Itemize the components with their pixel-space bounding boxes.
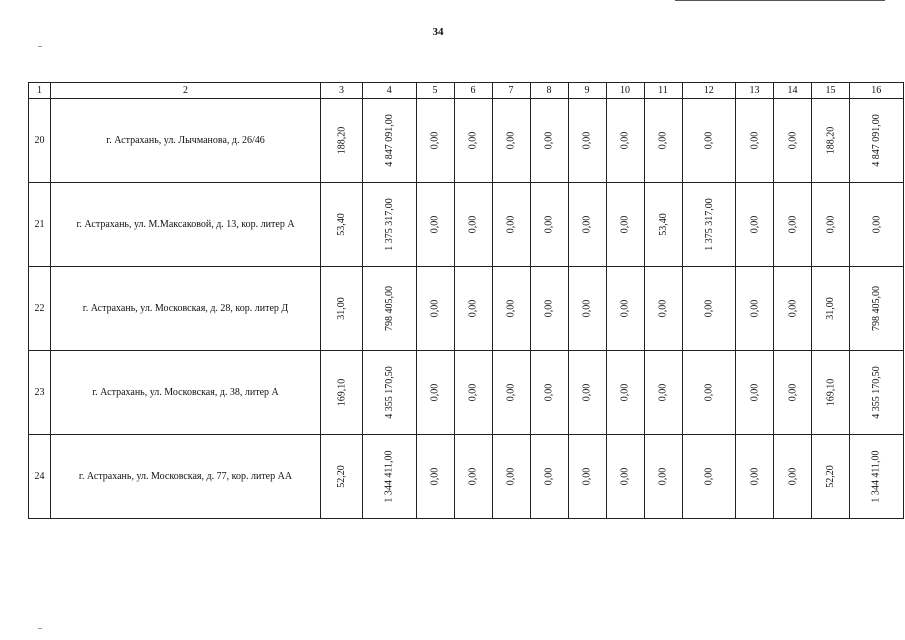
value-text: 4 355 170,50	[383, 366, 395, 419]
value-cell	[530, 99, 568, 183]
value-cell	[812, 183, 850, 267]
column-header: 5	[416, 83, 454, 99]
row-number: 24	[29, 435, 51, 519]
value-text: 0,00	[429, 299, 441, 318]
scan-speck	[38, 46, 42, 47]
value-text: 0,00	[703, 383, 715, 402]
value-cell	[530, 435, 568, 519]
value-cell	[644, 99, 682, 183]
value-text: 0,00	[505, 215, 517, 234]
value-cell	[812, 99, 850, 183]
value-cell	[644, 435, 682, 519]
value-text: 0,00	[787, 467, 798, 486]
value-cell	[363, 267, 417, 351]
value-text: 0,00	[703, 467, 715, 486]
value-text: 31,00	[336, 297, 347, 320]
value-text: 0,00	[787, 215, 798, 234]
value-text: 0,00	[787, 383, 798, 402]
table-row	[29, 183, 904, 267]
value-cell	[416, 183, 454, 267]
value-text: 0,00	[467, 467, 479, 486]
value-cell	[454, 183, 492, 267]
value-cell	[774, 267, 812, 351]
table-row	[29, 99, 904, 183]
value-text: 0,00	[429, 383, 441, 402]
value-text: 52,20	[825, 465, 836, 488]
value-cell	[606, 99, 644, 183]
value-text: 0,00	[429, 131, 441, 150]
value-text: 0,00	[657, 383, 669, 402]
column-header: 8	[530, 83, 568, 99]
value-cell	[416, 99, 454, 183]
value-text: 0,00	[467, 131, 479, 150]
value-text: 0,00	[749, 467, 760, 486]
value-cell	[568, 183, 606, 267]
value-cell	[454, 99, 492, 183]
table-row	[29, 351, 904, 435]
value-text: 0,00	[749, 299, 760, 318]
value-cell	[530, 183, 568, 267]
value-cell	[321, 99, 363, 183]
value-text: 0,00	[619, 131, 631, 150]
value-cell	[321, 351, 363, 435]
value-text: 0,00	[581, 299, 593, 318]
column-header: 2	[51, 83, 321, 99]
value-cell	[363, 99, 417, 183]
value-text: 0,00	[703, 131, 715, 150]
value-text: 0,00	[505, 467, 517, 486]
value-cell	[850, 435, 904, 519]
scan-speck	[38, 628, 42, 629]
value-cell	[321, 435, 363, 519]
address-cell: г. Астрахань, ул. Лычманова, д. 26/46	[51, 99, 321, 183]
value-text: 4 847 091,00	[383, 114, 395, 167]
column-header: 12	[682, 83, 736, 99]
value-cell	[774, 351, 812, 435]
value-cell	[850, 183, 904, 267]
column-header: 14	[774, 83, 812, 99]
value-cell	[736, 435, 774, 519]
column-header: 6	[454, 83, 492, 99]
value-cell	[850, 99, 904, 183]
value-text: 0,00	[505, 299, 517, 318]
value-text: 0,00	[429, 467, 441, 486]
register-table	[28, 82, 904, 519]
value-text: 0,00	[505, 383, 517, 402]
address-cell: г. Астрахань, ул. Московская, д. 77, кор. литер АА	[51, 435, 321, 519]
row-number: 21	[29, 183, 51, 267]
value-cell	[606, 351, 644, 435]
value-cell	[363, 351, 417, 435]
value-text: 0,00	[787, 131, 798, 150]
address-cell: г. Астрахань, ул. Московская, д. 38, литер А	[51, 351, 321, 435]
value-cell	[774, 99, 812, 183]
column-header: 16	[850, 83, 904, 99]
value-text: 1 375 317,00	[383, 198, 395, 251]
value-text: 0,00	[825, 215, 836, 234]
value-cell	[736, 99, 774, 183]
value-cell	[736, 267, 774, 351]
column-header: 11	[644, 83, 682, 99]
value-text: 0,00	[581, 467, 593, 486]
value-cell	[682, 183, 736, 267]
value-text: 4 847 091,00	[870, 114, 882, 167]
column-header: 15	[812, 83, 850, 99]
value-cell	[736, 183, 774, 267]
value-cell	[492, 351, 530, 435]
value-cell	[568, 435, 606, 519]
value-cell	[736, 351, 774, 435]
value-text: 169,10	[825, 378, 836, 407]
value-text: 0,00	[619, 383, 631, 402]
value-text: 0,00	[543, 467, 555, 486]
value-cell	[321, 267, 363, 351]
value-cell	[682, 435, 736, 519]
value-cell	[606, 267, 644, 351]
value-cell	[492, 435, 530, 519]
value-cell	[644, 183, 682, 267]
value-cell	[682, 99, 736, 183]
value-text: 798 405,00	[870, 286, 882, 331]
value-cell	[492, 183, 530, 267]
value-text: 0,00	[749, 383, 760, 402]
value-text: 0,00	[657, 299, 669, 318]
value-cell	[606, 183, 644, 267]
value-text: 0,00	[749, 215, 760, 234]
value-text: 1 344 411,00	[383, 450, 395, 503]
value-text: 0,00	[581, 215, 593, 234]
value-text: 31,00	[825, 297, 836, 320]
value-cell	[850, 351, 904, 435]
value-cell	[454, 351, 492, 435]
value-text: 4 355 170,50	[870, 366, 882, 419]
value-text: 53,40	[336, 213, 347, 236]
value-text: 0,00	[429, 215, 441, 234]
value-text: 0,00	[467, 383, 479, 402]
column-header: 4	[363, 83, 417, 99]
value-cell	[644, 351, 682, 435]
value-text: 0,00	[619, 299, 631, 318]
value-text: 0,00	[467, 299, 479, 318]
value-cell	[812, 267, 850, 351]
value-cell	[568, 267, 606, 351]
value-text: 1 344 411,00	[870, 450, 882, 503]
value-text: 0,00	[787, 299, 798, 318]
value-text: 0,00	[619, 467, 631, 486]
value-text: 188,20	[825, 126, 836, 155]
value-cell	[416, 435, 454, 519]
value-text: 0,00	[467, 215, 479, 234]
value-text: 0,00	[543, 383, 555, 402]
column-header: 9	[568, 83, 606, 99]
value-cell	[492, 99, 530, 183]
value-text: 0,00	[581, 383, 593, 402]
table-row	[29, 435, 904, 519]
column-header: 3	[321, 83, 363, 99]
value-text: 0,00	[657, 467, 669, 486]
value-cell	[774, 183, 812, 267]
value-text: 169,10	[336, 378, 347, 407]
address-cell: г. Астрахань, ул. Московская, д. 28, кор. литер Д	[51, 267, 321, 351]
page-number: 34	[432, 26, 444, 38]
value-text: 0,00	[703, 299, 715, 318]
value-cell	[568, 351, 606, 435]
value-cell	[812, 351, 850, 435]
value-text: 0,00	[543, 299, 555, 318]
value-cell	[850, 267, 904, 351]
value-cell	[416, 351, 454, 435]
value-cell	[774, 435, 812, 519]
address-cell: г. Астрахань, ул. М.Максаковой, д. 13, кор. литер А	[51, 183, 321, 267]
value-cell	[363, 435, 417, 519]
value-cell	[416, 267, 454, 351]
column-header: 10	[606, 83, 644, 99]
column-header: 1	[29, 83, 51, 99]
row-number: 20	[29, 99, 51, 183]
value-text: 188,20	[336, 126, 347, 155]
column-header: 7	[492, 83, 530, 99]
value-text: 0,00	[619, 215, 631, 234]
value-text: 0,00	[749, 131, 760, 150]
value-text: 0,00	[543, 215, 555, 234]
value-cell	[321, 183, 363, 267]
value-cell	[530, 351, 568, 435]
value-text: 0,00	[543, 131, 555, 150]
value-cell	[363, 183, 417, 267]
value-text: 0,00	[505, 131, 517, 150]
value-text: 1 375 317,00	[703, 198, 715, 251]
row-number: 22	[29, 267, 51, 351]
value-cell	[454, 435, 492, 519]
value-cell	[682, 351, 736, 435]
row-number: 23	[29, 351, 51, 435]
table-row	[29, 267, 904, 351]
header-row	[29, 83, 904, 99]
value-text: 52,20	[336, 465, 347, 488]
value-cell	[812, 435, 850, 519]
value-cell	[492, 267, 530, 351]
value-text: 798 405,00	[383, 286, 395, 331]
value-cell	[644, 267, 682, 351]
column-header: 13	[736, 83, 774, 99]
value-text: 0,00	[581, 131, 593, 150]
value-cell	[682, 267, 736, 351]
value-cell	[530, 267, 568, 351]
top-rule	[675, 0, 885, 1]
value-text: 0,00	[657, 131, 669, 150]
value-text: 0,00	[870, 215, 882, 234]
value-cell	[568, 99, 606, 183]
value-text: 53,40	[657, 213, 669, 236]
value-cell	[454, 267, 492, 351]
value-cell	[606, 435, 644, 519]
